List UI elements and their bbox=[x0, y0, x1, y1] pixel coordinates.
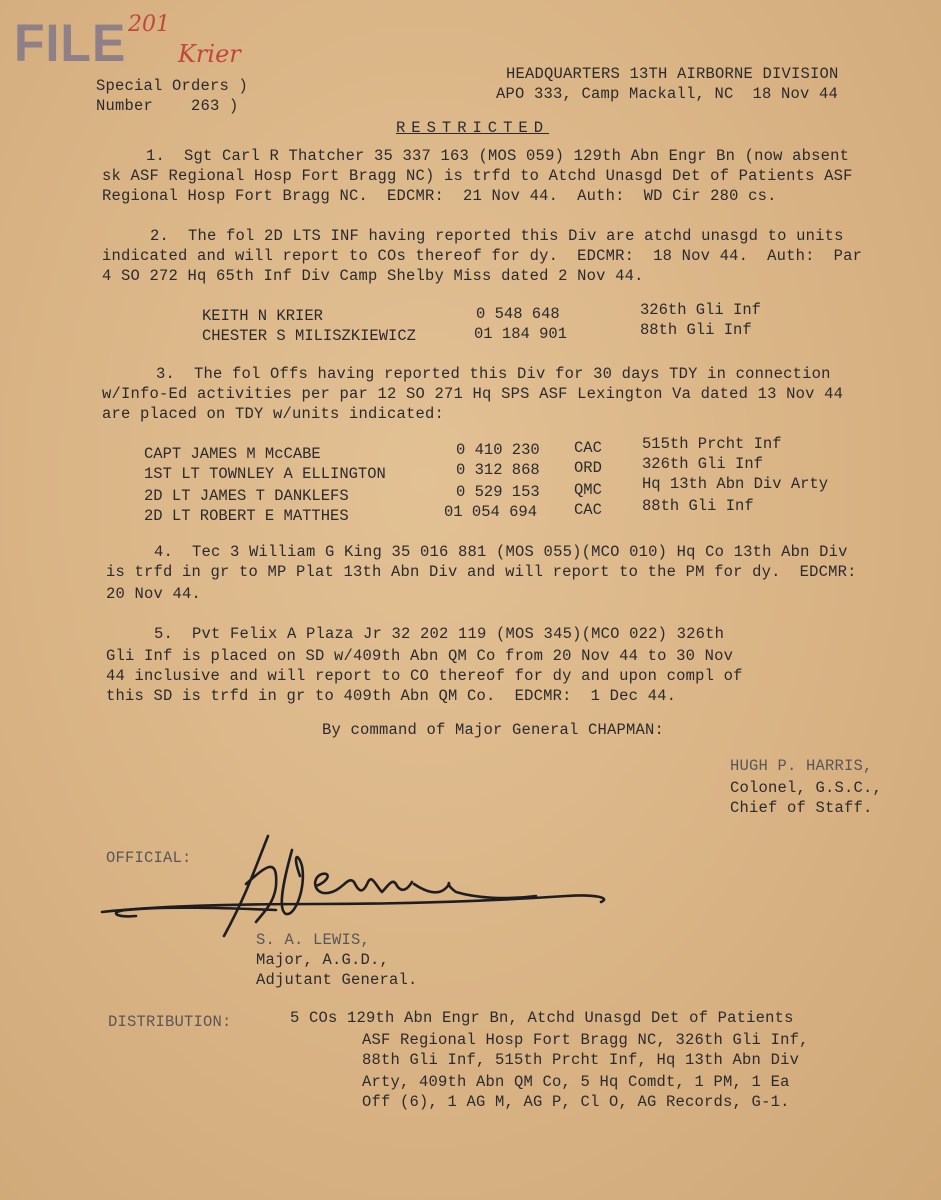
table-row-serial: 01 054 694 bbox=[444, 503, 538, 521]
para1-line1: 1. Sgt Carl R Thatcher 35 337 163 (MOS 059) 129th Abn Engr Bn (now absent bbox=[146, 147, 850, 165]
chief-of-staff-rank: Colonel, G.S.C., bbox=[730, 779, 883, 797]
table-row-unit: 326th Gli Inf bbox=[640, 301, 761, 319]
table-row-branch: CAC bbox=[574, 501, 602, 519]
table-row-name: 2D LT JAMES T DANKLEFS bbox=[144, 487, 349, 505]
para5-line4: this SD is trfd in gr to 409th Abn QM Co. EDCMR: 1 Dec 44. bbox=[106, 687, 677, 705]
distribution-line2: ASF Regional Hosp Fort Bragg NC, 326th Gli Inf, bbox=[362, 1031, 809, 1049]
table-row-unit: Hq 13th Abn Div Arty bbox=[642, 475, 829, 493]
para3-line3: are placed on TDY w/units indicated: bbox=[102, 405, 445, 423]
special-orders-number: Number 263 ) bbox=[96, 97, 239, 115]
restricted-heading: RESTRICTED bbox=[396, 119, 550, 137]
table-row-serial: 0 410 230 bbox=[456, 441, 540, 459]
table-row-unit: 88th Gli Inf bbox=[642, 497, 754, 515]
table-row-name: CAPT JAMES M McCABE bbox=[144, 445, 321, 463]
para3-line1: 3. The fol Offs having reported this Div for 30 days TDY in connection bbox=[156, 365, 831, 383]
table-row-name: 1ST LT TOWNLEY A ELLINGTON bbox=[144, 465, 386, 483]
table-row-branch: CAC bbox=[574, 439, 602, 457]
adjutant-name: S. A. LEWIS, bbox=[256, 931, 371, 949]
para3-line2: w/Info-Ed activities per par 12 SO 271 Hq SPS ASF Lexington Va dated 13 Nov 44 bbox=[102, 385, 844, 403]
headquarters-title: HEADQUARTERS 13TH AIRBORNE DIVISION bbox=[506, 65, 839, 83]
para1-line2: sk ASF Regional Hosp Fort Bragg NC) is trfd to Atchd Unasgd Det of Patients ASF bbox=[102, 167, 853, 185]
para5-line1: 5. Pvt Felix A Plaza Jr 32 202 119 (MOS 345)(MCO 022) 326th bbox=[154, 625, 725, 643]
table-row-serial: 01 184 901 bbox=[474, 325, 568, 343]
para2-line1: 2. The fol 2D LTS INF having reported this Div are atchd unasgd to units bbox=[150, 227, 844, 245]
table-row-name: KEITH N KRIER bbox=[202, 307, 323, 325]
para4-line3: 20 Nov 44. bbox=[106, 585, 202, 603]
file-stamp: FILE bbox=[14, 13, 127, 73]
table-row-name: 2D LT ROBERT E MATTHES bbox=[144, 507, 349, 525]
para2-line3: 4 SO 272 Hq 65th Inf Div Camp Shelby Miss dated 2 Nov 44. bbox=[102, 267, 644, 285]
para4-line1: 4. Tec 3 William G King 35 016 881 (MOS 055)(MCO 010) Hq Co 13th Abn Div bbox=[154, 543, 848, 561]
adjutant-title: Adjutant General. bbox=[256, 971, 418, 989]
table-row-serial: 0 548 648 bbox=[476, 305, 560, 323]
para5-line3: 44 inclusive and will report to CO thereof for dy and upon compl of bbox=[106, 667, 743, 685]
distribution-line1: 5 COs 129th Abn Engr Bn, Atchd Unasgd Det of Patients bbox=[290, 1009, 794, 1027]
chief-of-staff-title: Chief of Staff. bbox=[730, 799, 873, 817]
table-row-name: CHESTER S MILISZKIEWICZ bbox=[202, 327, 416, 345]
table-row-serial: 0 529 153 bbox=[456, 483, 540, 501]
table-row-branch: ORD bbox=[574, 459, 602, 477]
table-row-unit: 326th Gli Inf bbox=[642, 455, 763, 473]
table-row-serial: 0 312 868 bbox=[456, 461, 540, 479]
para5-line2: Gli Inf is placed on SD w/409th Abn QM Co from 20 Nov 44 to 30 Nov bbox=[106, 647, 734, 665]
special-orders-label: Special Orders ) bbox=[96, 77, 249, 95]
distribution-label: DISTRIBUTION: bbox=[108, 1013, 232, 1031]
distribution-line3: 88th Gli Inf, 515th Prcht Inf, Hq 13th Abn Div bbox=[362, 1051, 800, 1069]
command-line: By command of Major General CHAPMAN: bbox=[322, 721, 665, 739]
distribution-line4: Arty, 409th Abn QM Co, 5 Hq Comdt, 1 PM, 1 Ea bbox=[362, 1073, 790, 1091]
table-row-unit: 88th Gli Inf bbox=[640, 321, 752, 339]
official-label: OFFICIAL: bbox=[106, 849, 192, 867]
chief-of-staff-name: HUGH P. HARRIS, bbox=[730, 757, 873, 775]
distribution-line5: Off (6), 1 AG M, AG P, Cl O, AG Records, G-1. bbox=[362, 1093, 790, 1111]
table-row-branch: QMC bbox=[574, 481, 602, 499]
headquarters-address-date: APO 333, Camp Mackall, NC 18 Nov 44 bbox=[496, 85, 839, 103]
table-row-unit: 515th Prcht Inf bbox=[642, 435, 782, 453]
handwritten-name: Krier bbox=[178, 40, 241, 68]
para4-line2: is trfd in gr to MP Plat 13th Abn Div and will report to the PM for dy. EDCMR: bbox=[106, 563, 857, 581]
handwritten-file-number: 201 bbox=[128, 12, 170, 37]
para1-line3: Regional Hosp Fort Bragg NC. EDCMR: 21 Nov 44. Auth: WD Cir 280 cs. bbox=[102, 187, 777, 205]
adjutant-rank: Major, A.G.D., bbox=[256, 951, 390, 969]
para2-line2: indicated and will report to COs thereof for dy. EDCMR: 18 Nov 44. Auth: Par bbox=[102, 247, 863, 265]
